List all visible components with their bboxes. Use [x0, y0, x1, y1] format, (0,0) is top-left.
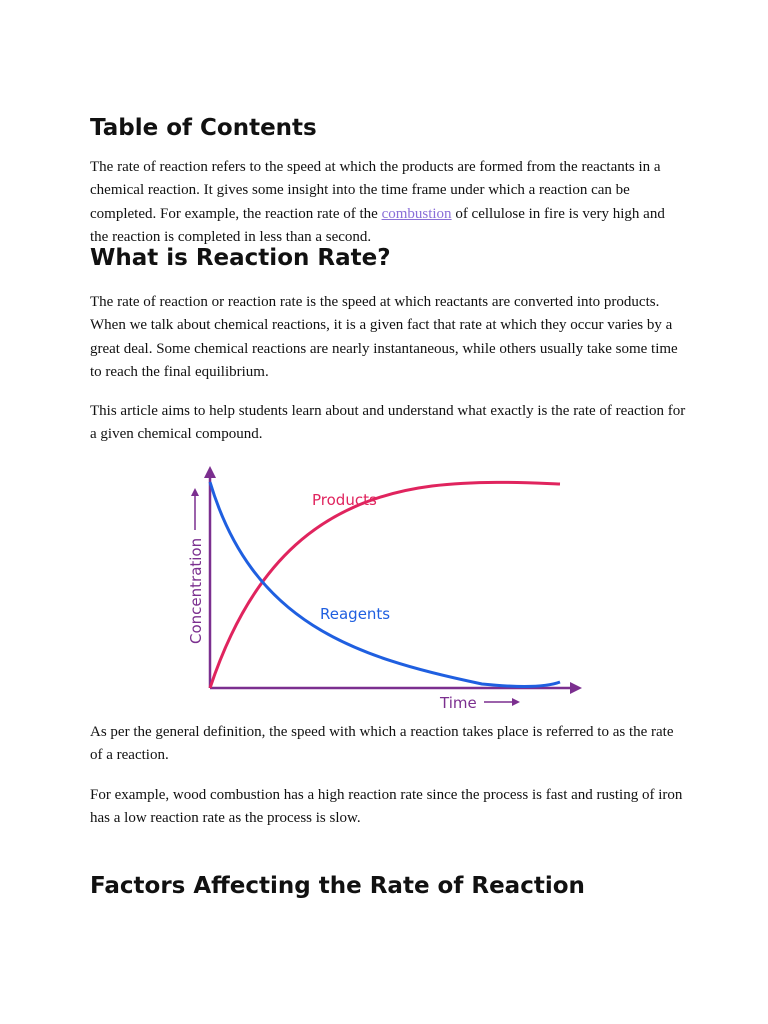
reagents-curve: [210, 482, 560, 686]
x-axis-label: Time: [440, 694, 477, 712]
intro-paragraph: [90, 156, 686, 250]
products-label: Products: [312, 491, 377, 509]
x-axis-arrowhead: [570, 682, 582, 694]
combustion-link[interactable]: combustion: [381, 205, 452, 222]
reagents-label: Reagents: [320, 605, 391, 623]
what-is-reaction-rate-heading: What is Reaction Rate?: [90, 245, 391, 271]
aim-paragraph: This article aims to help students learn about and understand what exactly is the rate of reaction for a given chemical compound.: [90, 403, 686, 443]
example-paragraph: For example, wood combustion has a high reaction rate since the process is fast and rusting of iron has a low reaction rate as the process is slow.: [90, 787, 683, 827]
intro-text-before-link: The rate of reaction refers to the speed at which the products are formed from the reactants in a chemical reaction. It gives some insight into the time frame under which a reaction can be completed. For example, the reaction rate of the: [90, 159, 661, 222]
toc-heading: Table of Contents: [90, 115, 317, 141]
general-definition-paragraph: As per the general definition, the speed with which a reaction takes place is referred to as the rate of a reaction.: [90, 724, 674, 764]
products-curve: [210, 482, 560, 688]
y-label-arrowhead: [191, 488, 199, 496]
reaction-rate-diagram-svg: [182, 462, 592, 718]
reaction-rate-diagram: [182, 462, 592, 718]
y-axis-label: Concentration: [187, 537, 205, 644]
intro-text-after-link: of cellulose in fire is very high and the reaction is completed in less than a second.: [90, 205, 665, 246]
y-axis-arrowhead: [204, 466, 216, 478]
factors-heading: Factors Affecting the Rate of Reaction: [90, 873, 585, 899]
x-label-arrowhead: [512, 698, 520, 706]
definition-paragraph: The rate of reaction or reaction rate is the speed at which reactants are converted into products. When we talk about chemical reactions, it is a given fact that rate at which they occur varies by a great deal. Some chemical reactions are nearly instantaneous, while others usually take some time to reach the final equilibrium.: [90, 294, 678, 381]
